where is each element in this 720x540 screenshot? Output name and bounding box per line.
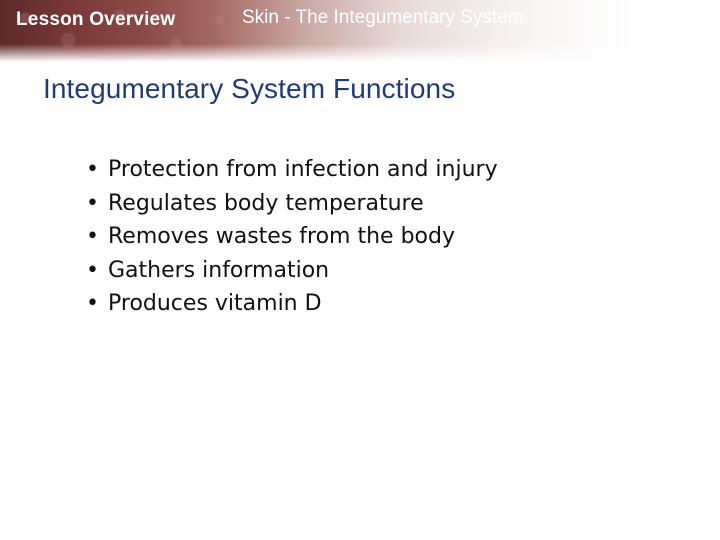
header-fade bbox=[0, 44, 720, 62]
bullet-icon: • bbox=[86, 157, 99, 182]
bullet-text: Removes wastes from the body bbox=[108, 224, 455, 249]
bullet-icon: • bbox=[86, 291, 99, 316]
bullet-icon: • bbox=[86, 190, 99, 216]
slide-title: Integumentary System Functions bbox=[43, 73, 456, 104]
bullet-text: Protection from infection and injury bbox=[108, 157, 498, 182]
bullet-text: Regulates body temperature bbox=[108, 190, 424, 216]
bullet-icon: • bbox=[86, 257, 99, 283]
bullet-icon: • bbox=[86, 224, 99, 249]
bullet-text: Produces vitamin D bbox=[108, 291, 322, 316]
breadcrumb: Skin - The Integumentary System bbox=[242, 7, 524, 28]
lesson-overview-label: Lesson Overview bbox=[16, 9, 176, 30]
bullet-text: Gathers information bbox=[108, 257, 330, 283]
